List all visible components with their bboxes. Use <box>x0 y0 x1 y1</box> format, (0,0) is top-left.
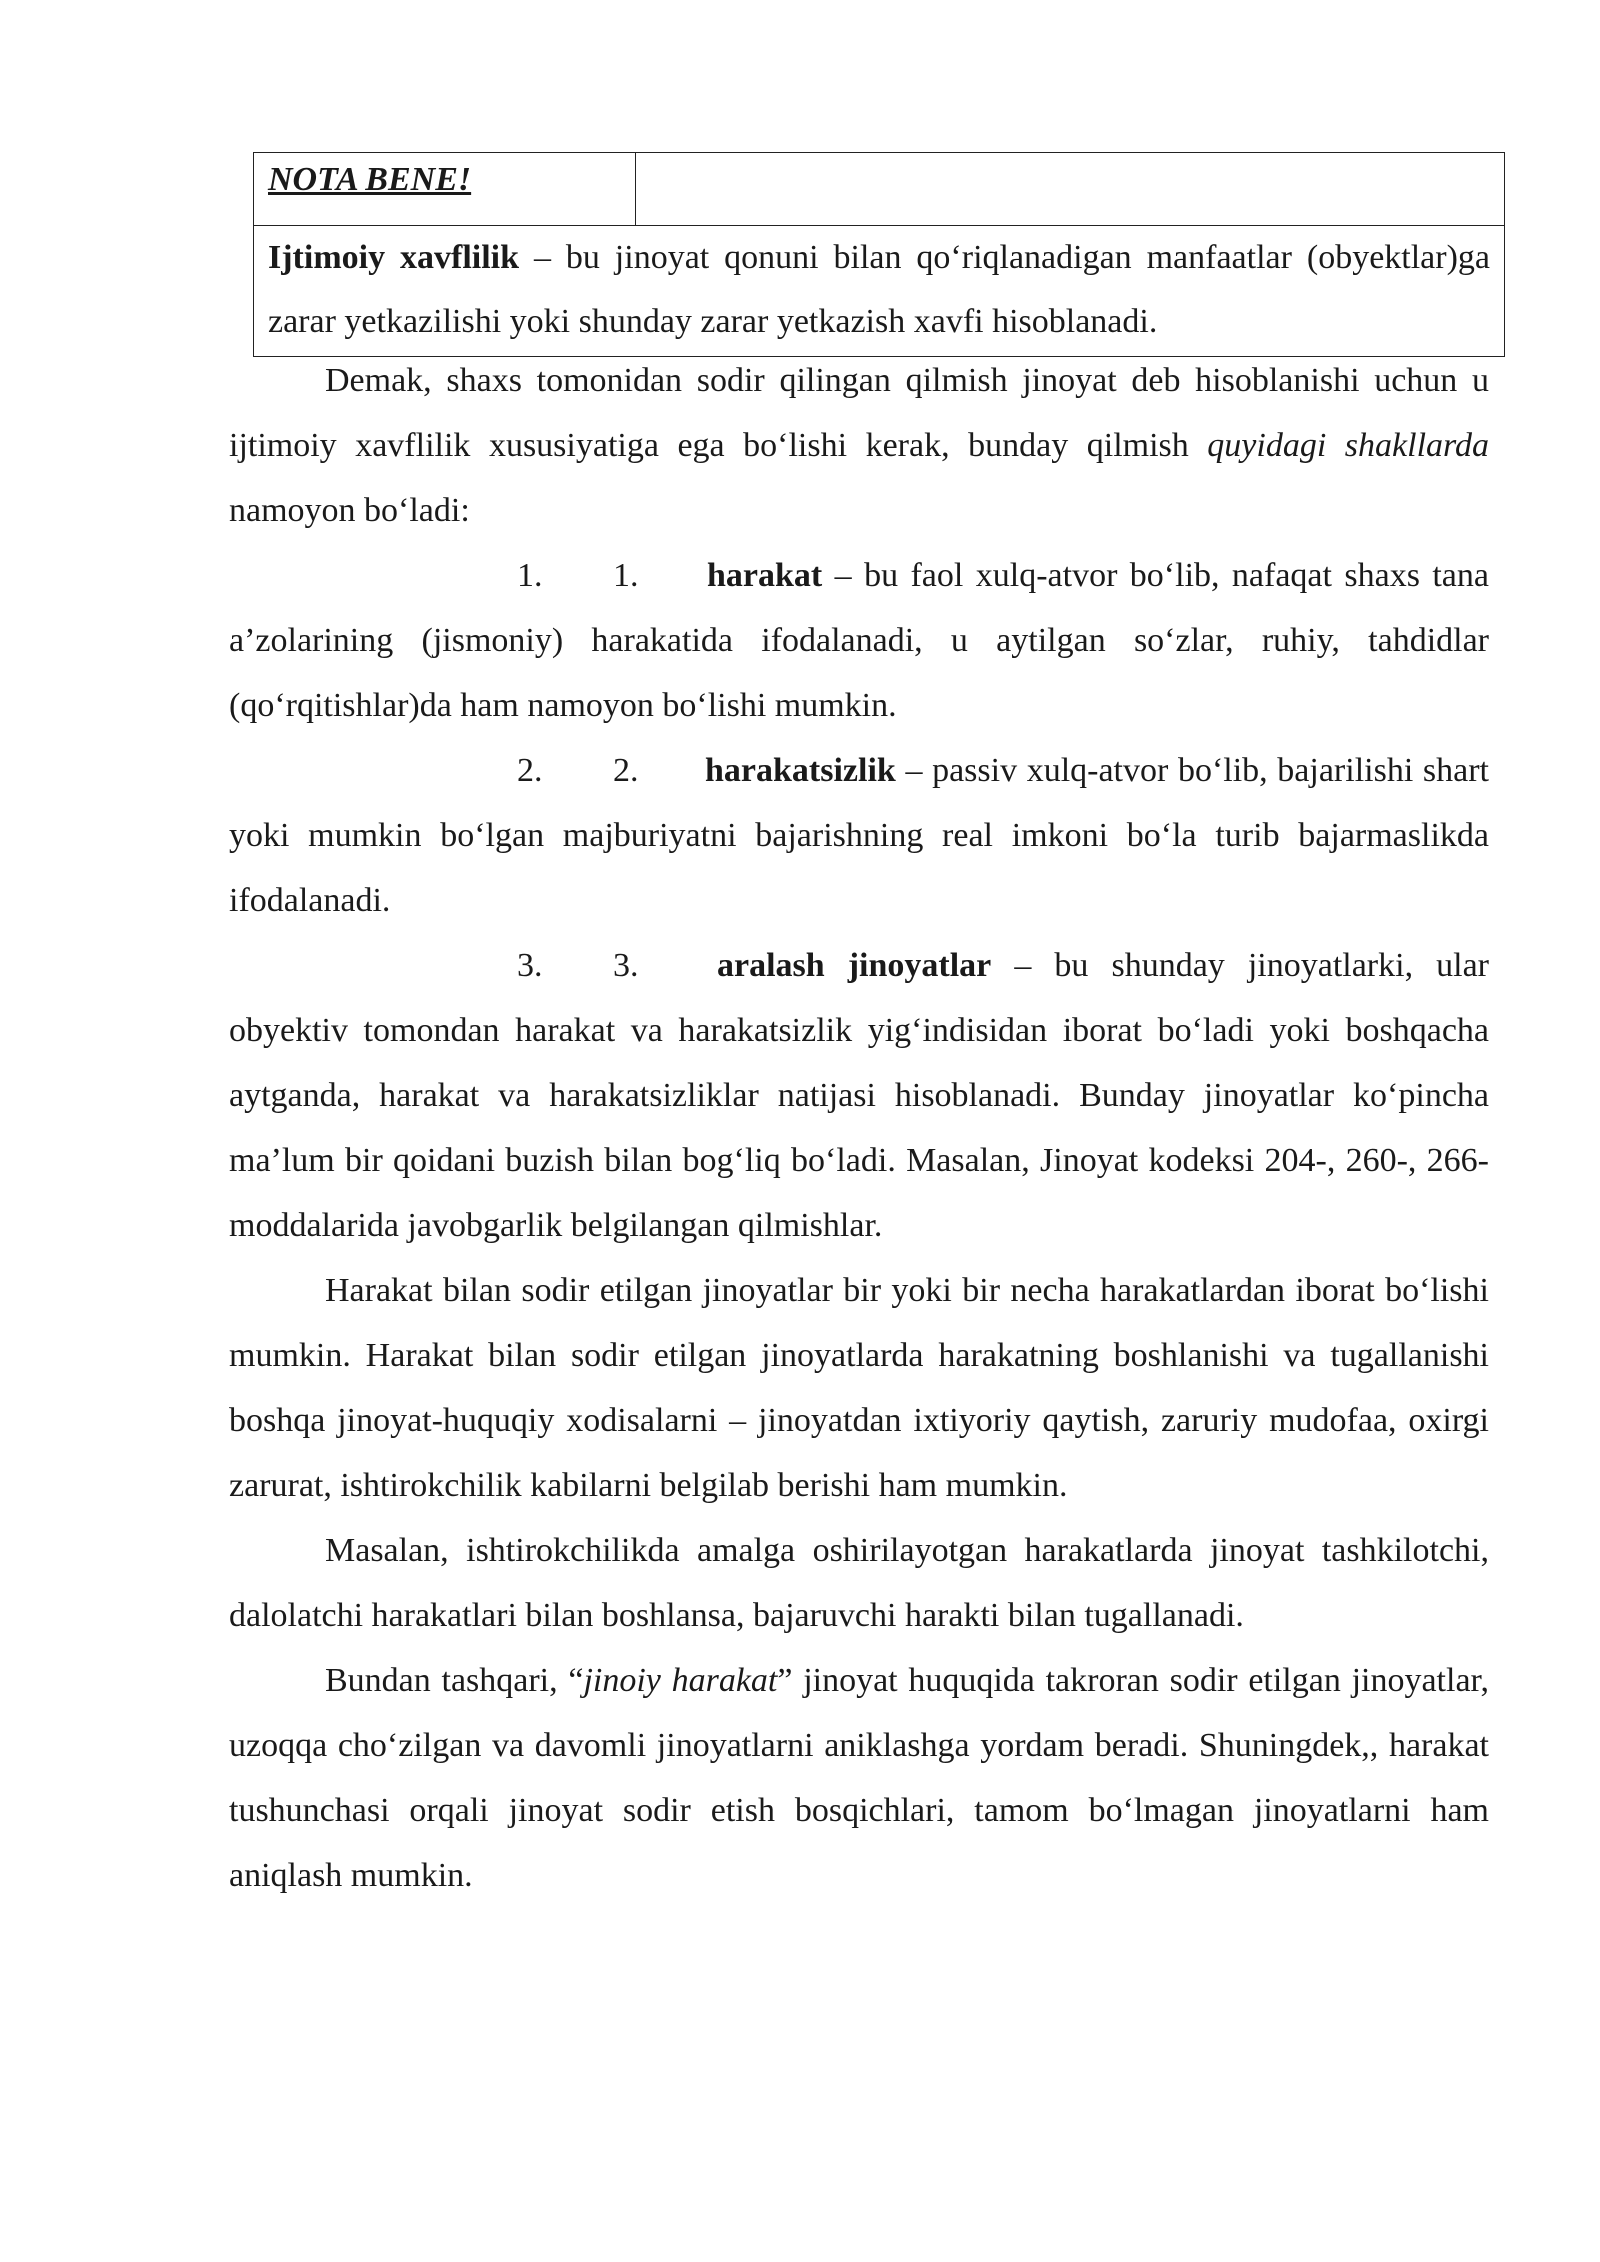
intro-italic: quyidagi shakllarda <box>1207 427 1489 464</box>
intro-text-end: namoyon bo‘ladi: <box>229 492 470 529</box>
list-number-outer: 1. <box>517 557 543 594</box>
list-text: – passiv xulq-atvor bo‘lib, bajarilishi shart yoki mumkin bo‘lgan majburiyatni bajarishning real imkoni bo‘la turib bajarmaslikda ifodalanadi. <box>229 752 1489 919</box>
list-number-outer: 2. <box>517 752 543 789</box>
nota-bene-table <box>253 152 1505 357</box>
list-number-inner: 2. <box>613 752 639 789</box>
nota-bene-definition <box>254 226 1504 356</box>
intro-text: Demak, shaxs tomonidan sodir qilingan qilmish jinoyat deb hisoblanishi uchun u ijtimoiy xavflilik xususiyatiga ega bo‘lishi kerak, bunday qilmish <box>229 362 1489 464</box>
nota-bene-empty-cell <box>636 153 1504 225</box>
list-item <box>229 543 1489 738</box>
list-term: aralash jinoyatlar <box>717 947 992 984</box>
paragraph-3-start: Bundan tashqari, “ <box>325 1662 584 1699</box>
nota-bene-header-row <box>254 153 1504 226</box>
list-item <box>229 933 1489 1258</box>
definition-term: Ijtimoiy xavflilik <box>268 239 520 276</box>
paragraph-1: Harakat bilan sodir etilgan jinoyatlar bir yoki bir necha harakatlardan iborat bo‘lishi mumkin. Harakat bilan sodir etilgan jinoyatlarda harakatning boshlanishi va tugallanishi boshqa jinoyat-huquqiy xodisalarni – jinoyatdan ixtiyoriy qaytish, zaruriy mudofaa, oxirgi zarurat, ishtirokchilik kabilarni belgilab berishi ham mumkin. <box>229 1272 1489 1504</box>
nota-bene-label: NOTA BENE! <box>254 153 636 225</box>
list-text: – bu shunday jinoyatlarki, ular obyektiv tomondan harakat va harakatsizlik yig‘indisidan iborat bo‘ladi yoki boshqacha aytganda, harakat va harakatsizliklar natijasi hisoblanadi. Bunday jinoyatlar ko‘pincha ma’lum bir qoidani buzish bilan bog‘liq bo‘ladi. Masalan, Jinoyat kodeksi 204-, 260-, 266- moddalarida javobgarlik belgilangan qilmishlar. <box>229 947 1489 1244</box>
list-number-outer: 3. <box>517 947 543 984</box>
paragraph-3 <box>229 1648 1489 1908</box>
body-text <box>229 348 1489 1908</box>
paragraph-3-end: ” jinoyat huquqida takroran sodir etilgan jinoyatlar, uzoqqa cho‘zilgan va davomli jinoyatlarni aniklashga yordam beradi. Shuningdek,, harakat tushunchasi orqali jinoyat sodir etish bosqichlari, tamom bo‘lmagan jinoyatlarni ham aniqlash mumkin. <box>229 1662 1489 1894</box>
list-term: harakatsizlik <box>705 752 896 789</box>
list-number-inner: 3. <box>613 947 639 984</box>
list-number-inner: 1. <box>613 557 639 594</box>
definition-text: – bu jinoyat qonuni bilan qo‘riqlanadigan manfaatlar (obyektlar)ga zarar yetkazilishi yoki shunday zarar yetkazish xavfi hisoblanadi. <box>268 239 1490 340</box>
list-item <box>229 738 1489 933</box>
list-term: harakat <box>707 557 823 594</box>
paragraph-2: Masalan, ishtirokchilikda amalga oshirilayotgan harakatlarda jinoyat tashkilotchi, dalolatchi harakatlari bilan boshlansa, bajaruvchi harakti bilan tugallanadi. <box>229 1532 1489 1634</box>
paragraph-3-italic: jinoiy harakat <box>583 1662 778 1699</box>
intro-paragraph <box>229 348 1489 543</box>
list-text: – bu faol xulq-atvor bo‘lib, nafaqat shaxs tana a’zolarining (jismoniy) harakatida ifodalanadi, u aytilgan so‘zlar, ruhiy, tahdidlar (qo‘rqitishlar)da ham namoyon bo‘lishi mumkin. <box>229 557 1489 724</box>
